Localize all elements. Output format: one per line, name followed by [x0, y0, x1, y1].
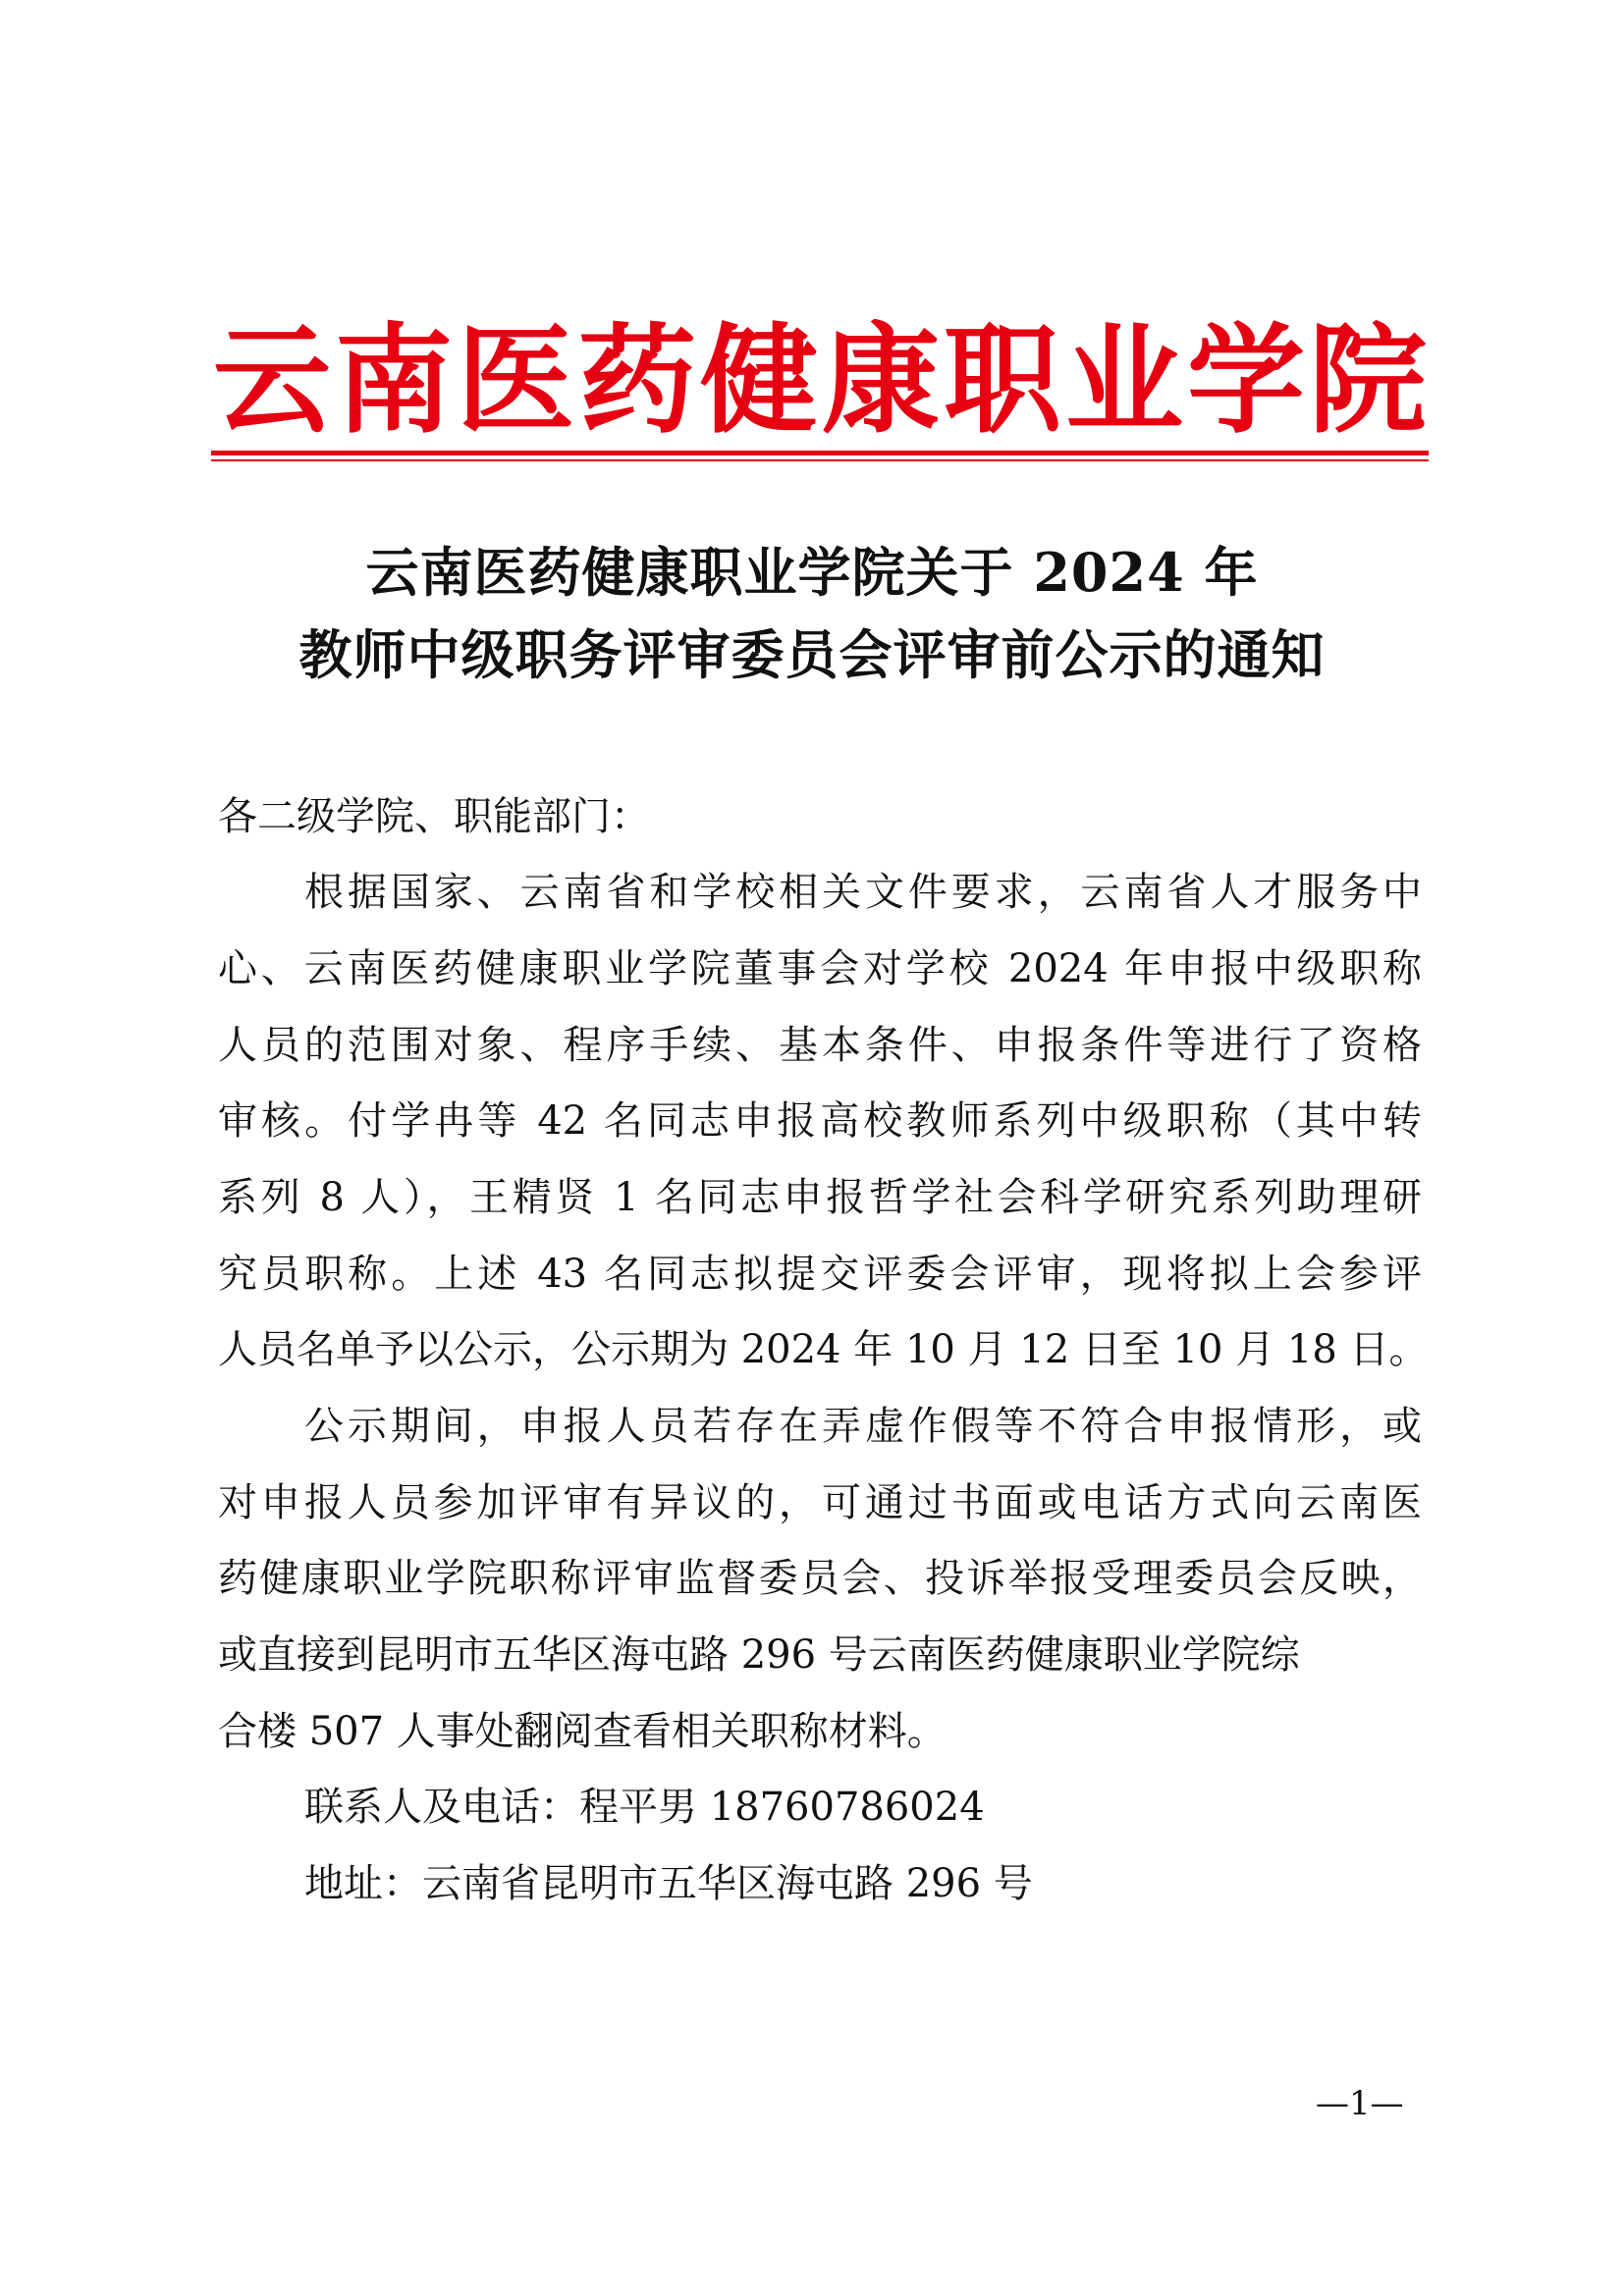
masthead-char: 院	[1309, 311, 1427, 450]
paragraph-2-line: 对申报人员参加评审有异议的，可通过书面或电话方式向云南医	[218, 1480, 1422, 1525]
masthead-char: 职	[944, 311, 1061, 450]
paragraph-1-line: 系列 8 人），王精贤 1 名同志申报哲学社会科学研究系列助理研	[218, 1175, 1422, 1220]
masthead-char: 南	[335, 311, 453, 450]
paragraph-1-line: 人员的范围对象、程序手续、基本条件、申报条件等进行了资格	[218, 1023, 1422, 1068]
masthead-char: 业	[1065, 311, 1183, 450]
paragraph-1-line: 人员名单予以公示，公示期为 2024 年 10 月 12 日至 10 月 18 日。	[218, 1327, 1429, 1372]
institution-masthead	[211, 312, 1429, 450]
document-title-line-1: 云南医药健康职业学院关于 2024 年	[365, 541, 1259, 604]
masthead-divider-thick	[211, 451, 1429, 455]
masthead-char: 健	[700, 311, 818, 450]
masthead-char: 学	[1187, 311, 1305, 450]
address-line: 地址：云南省昆明市五华区海屯路 296 号	[304, 1861, 1033, 1906]
salutation: 各二级学院、职能部门：	[218, 794, 650, 839]
document-title-line-2: 教师中级职务评审委员会评审前公示的通知	[298, 623, 1326, 686]
paragraph-1-line: 究员职称。上述 43 名同志拟提交评委会评审，现将拟上会参评	[218, 1252, 1422, 1297]
contact-line: 联系人及电话：程平男 18760786024	[304, 1785, 985, 1830]
paragraph-2-line: 公示期间，申报人员若存在弄虚作假等不符合申报情形，或	[304, 1404, 1422, 1449]
masthead-char: 药	[578, 311, 696, 450]
paragraph-2-line: 合楼 507 人事处翻阅查看相关职称材料。	[218, 1709, 947, 1754]
paragraph-1-line: 心、云南医药健康职业学院董事会对学校 2024 年申报中级职称	[218, 946, 1422, 991]
masthead-char: 康	[822, 311, 940, 450]
masthead-char: 云	[213, 311, 331, 450]
masthead-char: 医	[457, 311, 574, 450]
paragraph-1-line: 根据国家、云南省和学校相关文件要求，云南省人才服务中	[304, 870, 1422, 915]
paragraph-2-line: 药健康职业学院职称评审监督委员会、投诉举报受理委员会反映，	[218, 1556, 1422, 1601]
paragraph-2-line: 或直接到昆明市五华区海屯路 296 号云南医药健康职业学院综	[218, 1632, 1300, 1678]
page-number: —1—	[1316, 2084, 1404, 2123]
paragraph-1-line: 审核。付学冉等 42 名同志申报高校教师系列中级职称（其中转	[218, 1098, 1422, 1144]
masthead-divider-thin	[211, 459, 1429, 461]
